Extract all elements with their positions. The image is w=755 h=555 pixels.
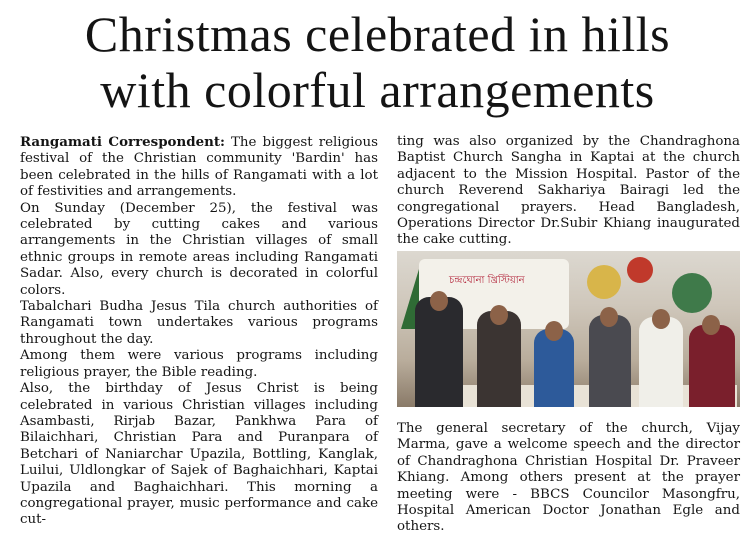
decoration-ornament [672,273,712,313]
headline-line-1: Christmas celebrated in hills [84,6,671,62]
headline-line-2: with colorful arrangements [100,62,655,118]
article-column-right-bottom [397,421,740,536]
paragraph-1 [20,134,378,201]
person-head [430,291,448,311]
person [589,315,631,407]
person-head [545,321,563,341]
person-head [652,309,670,329]
decoration-ornament [587,265,621,299]
paragraph-5: Also, the birthday of Jesus Christ is being celebrated in various Christian villages including Asambasti, Rirjab Bazar, Pankhwa Para of Bilaichhari, Christian Para and Puranpara of Betchari of Naniarchar Upazila, Bottling, Kanglak, Luilui, Uldlongkar of Sajek of Baghaichhari, Kaptai Upazila and Baghaichhari. This morning a congregational prayer, music performance and cake cut- [20,381,378,528]
banner-text: চন্দ্রঘোনা খ্রিস্টিয়ান [449,275,525,286]
paragraph-1-text: The biggest religious festival of the Christian community 'Bardin' has been celebrated in the hills of Rangamati with a lot of festivities and arrangements. [20,135,378,200]
person-head [702,315,720,335]
person [689,325,735,407]
person [639,317,683,407]
decoration-ornament [627,257,653,283]
paragraph-2: On Sunday (December 25), the festival was celebrated by cutting cakes and various arrangements in the Christian villages of small ethnic groups in remote areas including Rangamati Sadar. Also, every church is decorated in colorful colors. [20,200,378,298]
person-head [600,307,618,327]
event-photo [397,251,740,407]
paragraph-6: ting was also organized by the Chandraghona Baptist Church Sangha in Kaptai at the church adjacent to the Mission Hospital. Pastor of the church Reverend Sakhariya Bairagi led the congregational prayers. Head Bangladesh, Operations Director Dr.Subir Khiang inaugurated the cake cutting. [397,134,740,248]
person-head [490,305,508,325]
byline: Rangamati Correspondent: [20,134,225,150]
article-column-right [397,134,740,249]
paragraph-7: The general secretary of the church, Vijay Marma, gave a welcome speech and the director of Chandraghona Christian Hospital Dr. Praveer Khiang. Among others present at the prayer meeting were - BBCS Councilor Masongfru, Hospital American Doctor Jonathan Egle and others. [397,421,740,535]
paragraph-3: Tabalchari Budha Jesus Tila church authorities of Rangamati town undertakes various programs throughout the day. [20,299,378,347]
headline [0,6,755,118]
person [477,311,521,407]
person [415,297,463,407]
article-column-left [20,134,378,529]
paragraph-4: Among them were various programs including religious prayer, the Bible reading. [20,348,378,380]
